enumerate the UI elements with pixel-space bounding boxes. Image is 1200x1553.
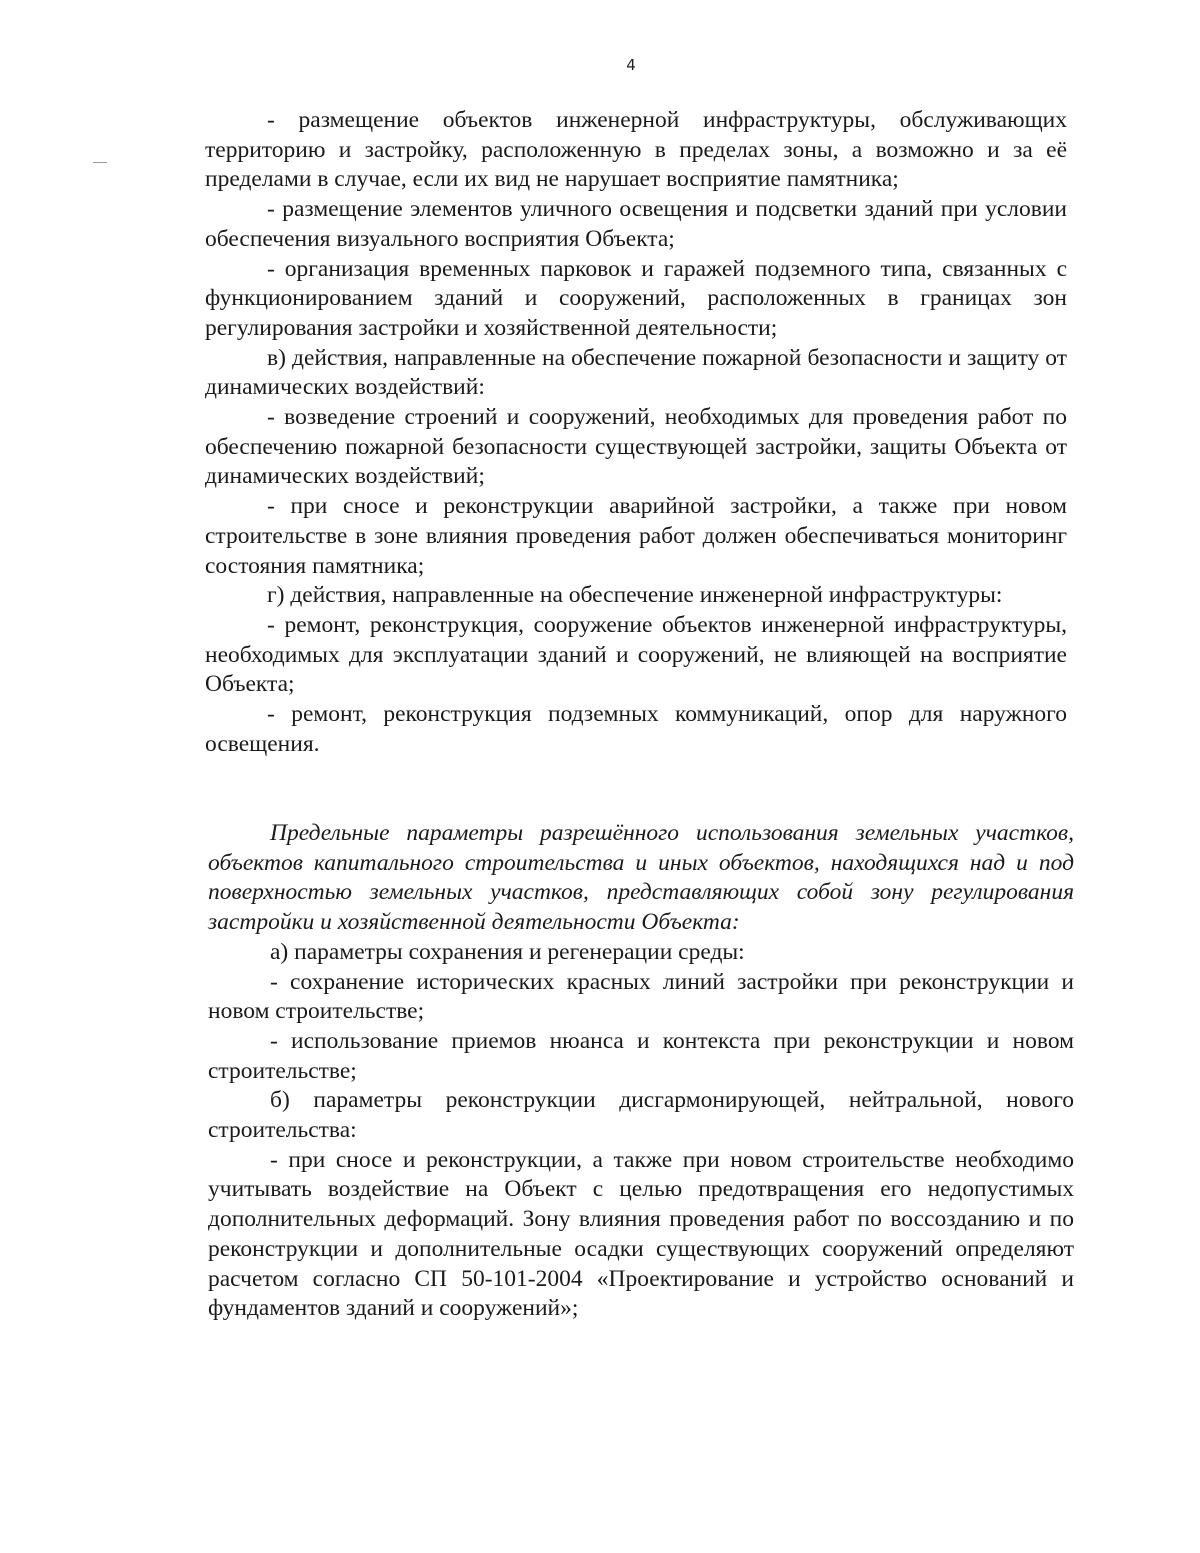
section-permitted-actions [205,106,1067,759]
paragraph: б) параметры реконструкции дисгармонирующей, нейтральной, нового строительства: [208,1087,1074,1144]
paragraph: - ремонт, реконструкция, сооружение объектов инженерной инфраструктуры, необходимых для эксплуатации зданий и сооружений, не влияющей на восприятие Объекта; [205,611,1067,698]
scan-artifact [93,162,107,163]
paragraph: а) параметры сохранения и регенерации среды: [270,938,745,965]
section-limit-parameters [208,819,1074,1324]
paragraph: - возведение строений и сооружений, необходимых для проведения работ по обеспечению пожарной безопасности существующей застройки, защиты Объекта от динамических воздействий; [205,404,1067,490]
paragraph: г) действия, направленные на обеспечение инженерной инфраструктуры: [267,582,1003,609]
section-heading: Предельные параметры разрешённого использования земельных участков, объектов капитального строительства и иных объектов, находящихся над и под поверхностью земельных участков, представляющих собой зону регулирования застройки и хозяйственной деятельности Объекта: [208,820,1074,936]
paragraph: - сохранение исторических красных линий застройки при реконструкции и новом строительстве; [208,968,1074,1025]
paragraph: - использование приемов нюанса и контекста при реконструкции и новом строительстве; [208,1027,1074,1084]
paragraph: в) действия, направленные на обеспечение пожарной безопасности и защиту от динамических воздействий: [205,344,1067,401]
paragraph: - при сносе и реконструкции аварийной застройки, а также при новом строительстве в зоне влияния проведения работ должен обеспечиваться мониторинг состояния памятника; [205,493,1067,579]
paragraph: - размещение элементов уличного освещения и подсветки зданий при условии обеспечения визуального восприятия Объекта; [205,196,1067,252]
page-number: 4 [626,56,636,74]
paragraph: - организация временных парковок и гаражей подземного типа, связанных с функционированием зданий и сооружений, расположенных в границах зон регулирования застройки и хозяйственной деятельности; [205,255,1067,341]
paragraph: - размещение объектов инженерной инфраструктуры, обслуживающих территорию и застройку, расположенную в пределах зоны, а возможно и за её пределами в случае, если их вид не нарушает восприятие памятника; [205,107,1067,193]
paragraph: - при сносе и реконструкции, а также при новом строительстве необходимо учитывать воздействие на Объект с целью предотвращения его недопустимых дополнительных деформаций. Зону влияния проведения работ по воссозданию и по реконструкции и дополнительные осадки существующих сооружений определяют расчетом согласно СП 50-101-2004 «Проектирование и устройство оснований и фундаментов зданий и сооружений»; [208,1146,1074,1322]
paragraph: - ремонт, реконструкция подземных коммуникаций, опор для наружного освещения. [205,701,1067,757]
